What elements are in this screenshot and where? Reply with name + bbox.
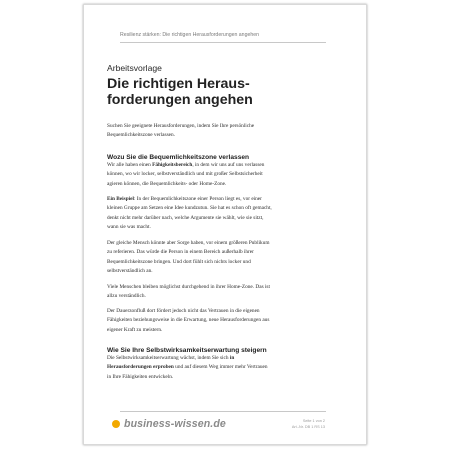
text-line: Bequemlichkeitszone verlassen. bbox=[107, 132, 175, 139]
text-line: Suchen Sie geeignete Herausforderungen, indem Sie Ihre persönliche bbox=[107, 123, 255, 129]
paragraph bbox=[107, 161, 307, 189]
text-line: eigener Kraft zu meistern. bbox=[107, 326, 163, 333]
text-run: Wir alle haben einen bbox=[107, 162, 153, 168]
paragraph bbox=[107, 239, 307, 277]
bold-term: Herausforderungen erproben bbox=[107, 364, 174, 371]
intro-paragraph bbox=[107, 122, 307, 141]
text-run: , in dem wir uns auf uns verlassen bbox=[192, 162, 265, 168]
text-line: allzu verständlich. bbox=[107, 293, 146, 300]
logo-dot-icon bbox=[112, 420, 120, 428]
text-line: Bequemlichkeitszone bringen. Und dort fühlt sich nichts locker und bbox=[107, 258, 251, 265]
document-title bbox=[107, 76, 277, 108]
text-line bbox=[107, 363, 307, 372]
footer-divider bbox=[120, 411, 326, 412]
text-line bbox=[107, 354, 307, 363]
text-line: können, wo wir locker, selbstverständlich und mit großer Selbstsicherheit bbox=[107, 171, 263, 178]
page-number: Seite 1 von 2 bbox=[302, 419, 325, 423]
section-heading: Wie Sie Ihre Selbstwirksamkeitserwartung steigern bbox=[107, 347, 267, 354]
section-heading: Wozu Sie die Bequemlichkeitszone verlassen bbox=[107, 154, 250, 161]
paragraph bbox=[107, 307, 307, 335]
text-line: Der gleiche Mensch könnte aber Sorge haben, vor einem größeren Publikum bbox=[107, 240, 270, 246]
text-run: und auf diesem Weg immer mehr Vertrauen bbox=[173, 364, 268, 371]
text-line: denkt nicht mehr darüber nach, welche Argumente sie wählt, wie sie sitzt, bbox=[107, 214, 264, 221]
text-line: selbstverständlich an. bbox=[107, 268, 153, 275]
running-header: Resilienz stärken: Die richtigen Herausforderungen angehen bbox=[120, 32, 259, 38]
text-line bbox=[107, 161, 307, 170]
title-line: forderungen angehen bbox=[107, 92, 253, 108]
header-divider bbox=[120, 42, 326, 43]
text-line: Fähigkeiten beziehungsweise in die Erwartung, neue Herausforderungen aus bbox=[107, 317, 270, 324]
bold-term: Ein Beispiel bbox=[107, 196, 134, 202]
paragraph bbox=[107, 283, 307, 302]
text-line: kleinen Gruppe am Setzen eine Idee kundzutun. Sie hat es schon oft gemacht, bbox=[107, 205, 272, 212]
text-line: wann sie was macht. bbox=[107, 224, 151, 231]
brand-logo bbox=[112, 417, 226, 431]
text-run: Die Selbstwirksamkeitserwartung wächst, indem Sie sich bbox=[107, 355, 230, 361]
page-meta bbox=[292, 418, 325, 430]
text-line: zu referieren. Das würde die Person in einem Bereich außerhalb ihrer bbox=[107, 249, 254, 256]
text-line: agieren können, die Bequemlichkeits- oder Home-Zone. bbox=[107, 180, 227, 187]
article-number: Art.-Nr. DB 1 RS 13 bbox=[291, 425, 325, 429]
paragraph bbox=[107, 354, 307, 382]
bold-term: Fähigkeitsbereich bbox=[152, 162, 193, 168]
text-run: : In der Bequemlichkeitszone einer Person liegt es, vor einer bbox=[133, 196, 262, 202]
text-line bbox=[107, 195, 307, 204]
paragraph bbox=[107, 195, 307, 233]
text-line: Viele Menschen bleiben möglichst durchgehend in ihrer Home-Zone. Das ist bbox=[107, 284, 270, 290]
text-line: Der Dauerzonfluß dort fördert jedoch nicht das Vertrauen in die eigenen bbox=[107, 308, 260, 314]
bold-term: in bbox=[229, 355, 235, 361]
document-kicker: Arbeitsvorlage bbox=[107, 63, 162, 73]
document-page bbox=[83, 4, 367, 445]
logo-wordmark: business-wissen.de bbox=[124, 418, 226, 430]
text-line: in Ihre Fähigkeiten entwickeln. bbox=[107, 373, 174, 380]
title-line: Die richtigen Heraus- bbox=[107, 76, 250, 92]
